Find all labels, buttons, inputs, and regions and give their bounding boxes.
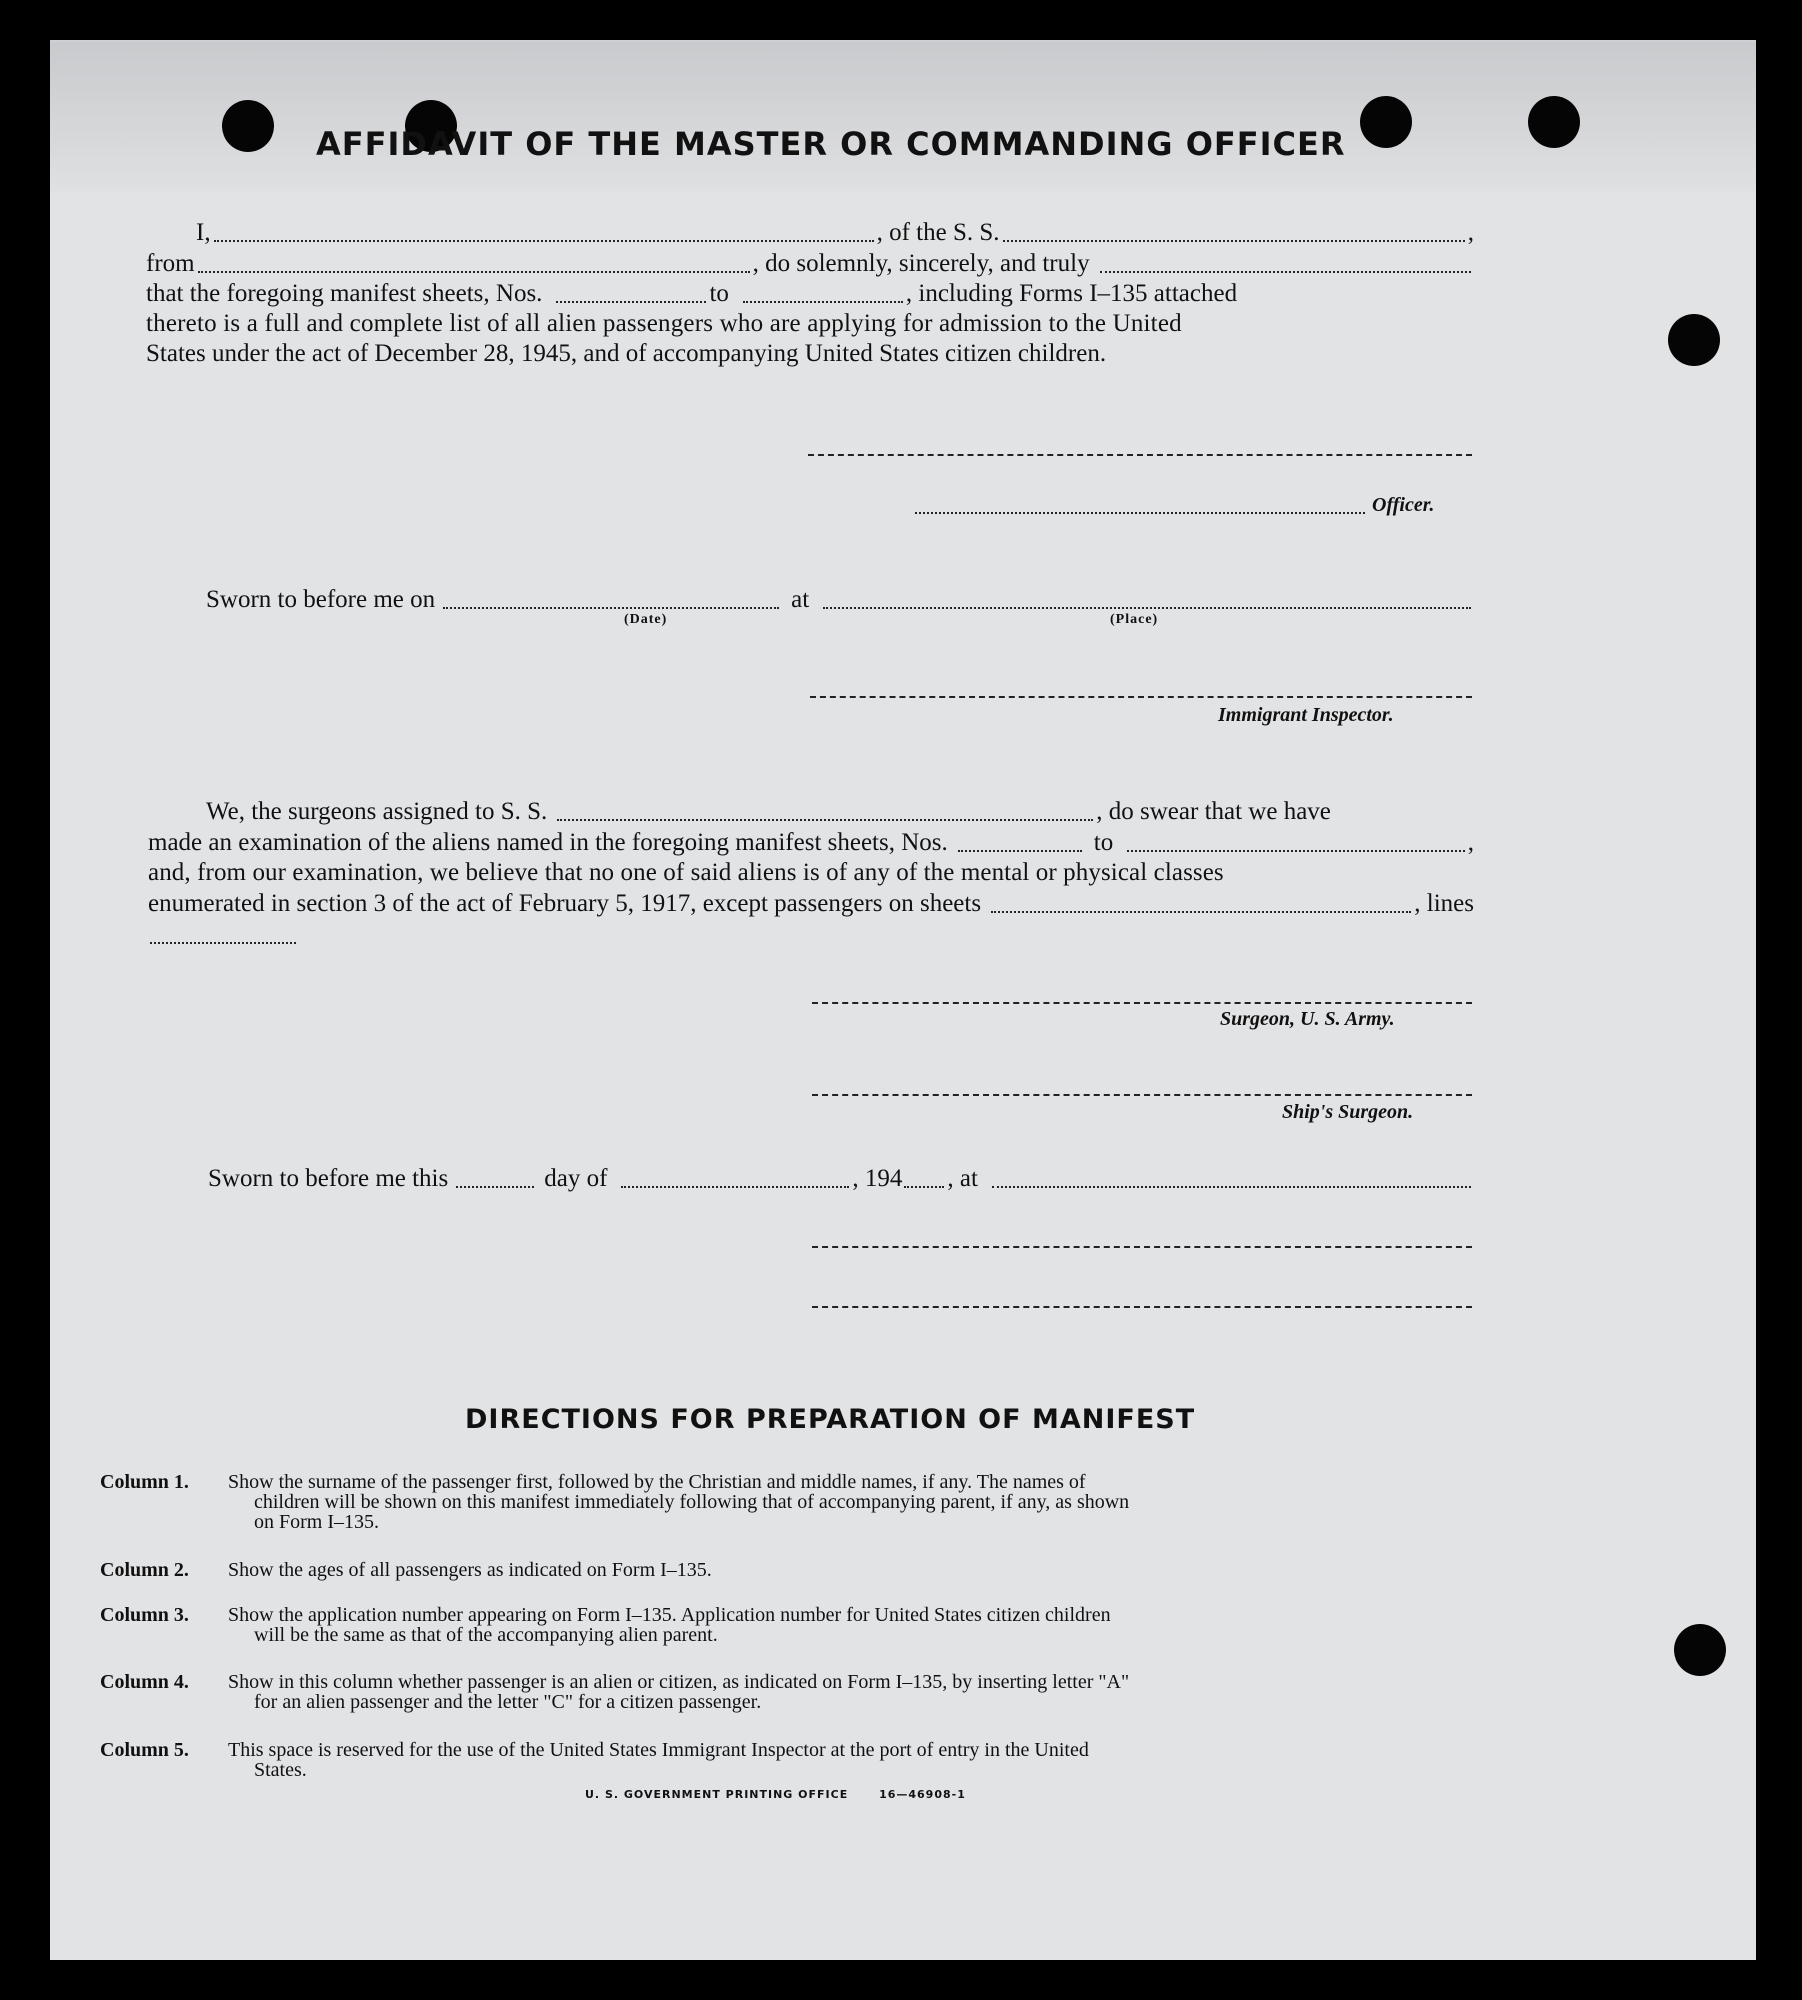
form-code: 16—46908-1 [879,1788,966,1801]
surgeons-sheet-to-field[interactable] [1127,850,1465,852]
officer-signature-line-1[interactable] [808,454,1472,456]
date-caption: (Date) [624,612,668,627]
directions-title: DIRECTIONS FOR PREPARATION OF MANIFEST [465,1404,1196,1435]
affidavit-line-1: I, , of the S. S. , [196,219,1474,246]
ship-surgeon-caption: Ship's Surgeon. [1282,1101,1414,1123]
punch-hole-icon [1668,314,1720,366]
sworn-date-field[interactable] [443,607,779,609]
ship-surgeon-signature-line[interactable] [812,1094,1472,1096]
sheet-to-field[interactable] [743,301,903,303]
surgeons-sheet-from-field[interactable] [958,850,1082,852]
sworn-2-place-field[interactable] [992,1186,1471,1188]
sheet-from-field[interactable] [556,301,706,303]
inspector-caption: Immigrant Inspector. [1218,704,1394,726]
punch-hole-icon [1674,1624,1726,1676]
surgeons-line-2: made an examination of the aliens named in the foregoing manifest sheets, Nos. to , [148,829,1474,856]
inspector-signature-line[interactable] [810,696,1472,698]
sworn-day-field[interactable] [456,1186,534,1188]
surgeons-line-1: We, the surgeons assigned to S. S. , do swear that we have [206,798,1331,825]
official-signature-line-2[interactable] [812,1306,1472,1308]
punch-hole-icon [1360,96,1412,148]
sworn-year-field[interactable] [904,1186,944,1188]
sworn-place-field[interactable] [823,607,1471,609]
place-caption: (Place) [1110,612,1159,627]
officer-signature-line-2[interactable] [915,512,1365,514]
printer-imprint [585,1788,992,1801]
surgeons-line-4: enumerated in section 3 of the act of February 5, 1917, except passengers on sheets , lines [148,890,1474,917]
punch-hole-icon [222,100,274,152]
ship-name-field[interactable] [1003,240,1465,242]
army-surgeon-caption: Surgeon, U. S. Army. [1220,1008,1395,1030]
surgeons-line-3: and, from our examination, we believe that no one of said aliens is of any of the mental or physical classes [148,859,1224,886]
affidavit-line-5: States under the act of December 28, 1945, and of accompanying United States citizen children. [146,340,1107,367]
army-surgeon-signature-line[interactable] [812,1002,1472,1004]
sworn-before-line: Sworn to before me on at [206,585,1474,615]
page-top-shading [50,42,1756,192]
affidavit-title: AFFIDAVIT OF THE MASTER OR COMMANDING OFFICER [316,125,1346,163]
excepted-lines-field[interactable] [150,942,296,944]
surgeons-ship-field[interactable] [557,819,1093,821]
affidavit-line-2: from , do solemnly, sincerely, and truly [146,249,1474,279]
affidavit-line-3: that the foregoing manifest sheets, Nos. to , including Forms I–135 attached [146,280,1238,307]
sworn-day-line: Sworn to before me this day of , 194 , at [208,1164,1474,1194]
affidavit-line-4: thereto is a full and complete list of all alien passengers who are applying for admission to the United [146,310,1182,337]
declare-field[interactable] [1100,271,1471,273]
sworn-month-field[interactable] [621,1186,849,1188]
printer-name: U. S. GOVERNMENT PRINTING OFFICE [585,1788,849,1801]
excepted-sheets-field[interactable] [991,911,1411,913]
official-signature-line-1[interactable] [812,1246,1472,1248]
punch-hole-icon [1528,96,1580,148]
officer-caption: Officer. [1372,494,1435,516]
master-name-field[interactable] [214,240,874,242]
from-port-field[interactable] [198,271,750,273]
